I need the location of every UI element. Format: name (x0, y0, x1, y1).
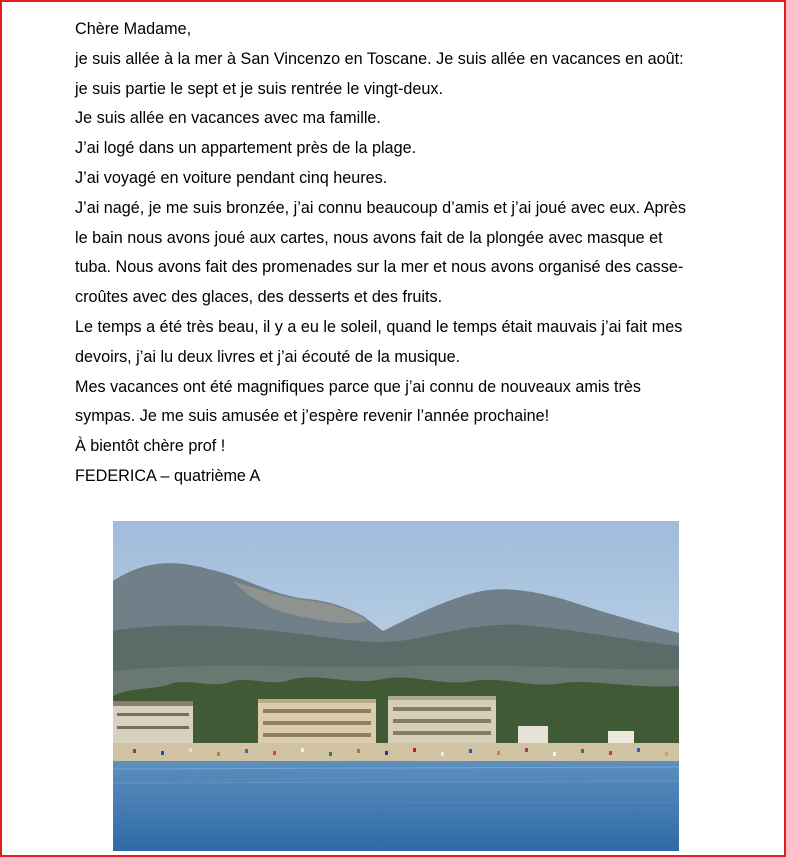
letter-line: le bain nous avons joué aux cartes, nous avons fait de la plongée avec masque et (75, 228, 663, 247)
letter-line: je suis allée à la mer à San Vincenzo en Toscane. Je suis allée en vacances en août: (75, 49, 684, 68)
letter-signature: FEDERICA – quatrième A (75, 466, 261, 485)
letter-greeting: Chère Madame, (75, 20, 192, 38)
letter-line: J’ai voyagé en voiture pendant cinq heures. (75, 168, 388, 187)
letter-line: devoirs, j’ai lu deux livres et j’ai écouté de la musique. (75, 347, 461, 366)
letter-line: Le temps a été très beau, il y a eu le soleil, quand le temps était mauvais j’ai fait mes (75, 317, 683, 336)
letter-line: Mes vacances ont été magnifiques parce que j’ai connu de nouveaux amis très (75, 377, 641, 396)
beach-sand (113, 743, 679, 763)
letter-line: J’ai logé dans un appartement près de la plage. (75, 139, 417, 158)
letter-line: sympas. Je me suis amusée et j’espère revenir l’année prochaine! (75, 407, 550, 426)
letter-line: Je suis allée en vacances avec ma famille. (75, 109, 381, 128)
sea (113, 761, 679, 851)
letter-body (75, 15, 755, 492)
letter-line: tuba. Nous avons fait des promenades sur la mer et nous avons organisé des casse- (75, 258, 684, 277)
letter-line: croûtes avec des glaces, des desserts et des fruits. (75, 288, 443, 307)
beach-photo (113, 521, 679, 851)
building-left (113, 701, 193, 743)
beach-photo-drawing (113, 521, 679, 851)
letter-line: J’ai nagé, je me suis bronzée, j’ai connu beaucoup d’amis et j’ai joué avec eux. Après (75, 198, 686, 217)
letter-line: je suis partie le sept et je suis rentrée le vingt-deux. (75, 79, 444, 98)
letter-closing: À bientôt chère prof ! (75, 437, 226, 456)
